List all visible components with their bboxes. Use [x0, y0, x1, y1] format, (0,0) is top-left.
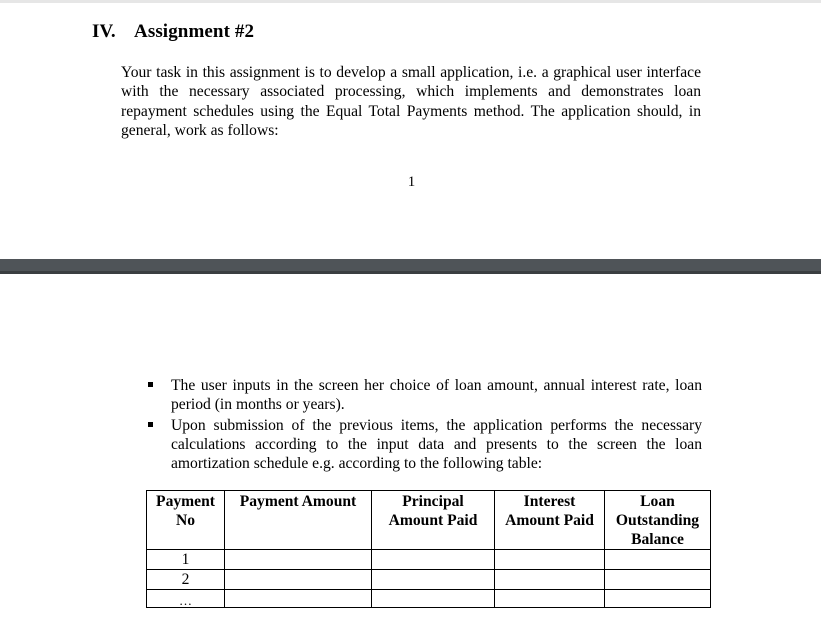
page-number-text: 1 — [407, 174, 416, 190]
table-row — [147, 550, 711, 570]
table-cell — [372, 570, 495, 590]
header-payment-no: Payment No — [147, 491, 225, 550]
table-cell — [495, 550, 605, 570]
table-cell — [605, 570, 711, 590]
bullet-text: The user inputs in the screen her choice of loan amount, annual interest rate, loan period (in months or years). — [171, 377, 702, 414]
bullet-list — [146, 376, 702, 474]
section-number: IV. — [92, 21, 116, 42]
header-loan-outstanding-balance: Loan Outstanding Balance — [605, 491, 711, 550]
table-cell — [605, 590, 711, 608]
table-cell: 1 — [147, 550, 225, 570]
document-page-1 — [0, 3, 821, 259]
square-bullet-icon — [148, 422, 153, 427]
table-cell — [605, 550, 711, 570]
bullet-text: Upon submission of the previous items, the application performs the necessary calculations according to the input data and presents to the screen the loan amortization schedule e.g. according to the following table: — [171, 416, 702, 473]
table-cell — [225, 590, 372, 608]
bullet-item — [146, 416, 702, 474]
table-cell — [495, 570, 605, 590]
table-cell — [225, 570, 372, 590]
document-page-2 — [0, 274, 821, 628]
page-number — [0, 174, 821, 191]
table-row — [147, 570, 711, 590]
table-cell — [495, 590, 605, 608]
header-payment-amount: Payment Amount — [225, 491, 372, 550]
table-cell: 2 — [147, 570, 225, 590]
square-bullet-icon — [148, 382, 153, 387]
section-heading — [92, 21, 254, 43]
table-cell: … — [147, 590, 225, 608]
table-row — [147, 590, 711, 608]
header-interest-amount-paid: Interest Amount Paid — [495, 491, 605, 550]
table-cell — [372, 550, 495, 570]
page-separator — [0, 259, 821, 274]
header-principal-amount-paid: Principal Amount Paid — [372, 491, 495, 550]
bullet-item — [146, 376, 702, 415]
table-cell — [225, 550, 372, 570]
intro-paragraph: Your task in this assignment is to develop a small application, i.e. a graphical user interface with the necessary associated processing, which implements and demonstrates loan repayment schedules using the Equal Total Payments method. The application should, in general, work as follows: — [121, 64, 701, 139]
table-cell — [372, 590, 495, 608]
amortization-table — [146, 490, 711, 608]
section-title: Assignment #2 — [134, 21, 255, 42]
table-header-row — [147, 491, 711, 550]
